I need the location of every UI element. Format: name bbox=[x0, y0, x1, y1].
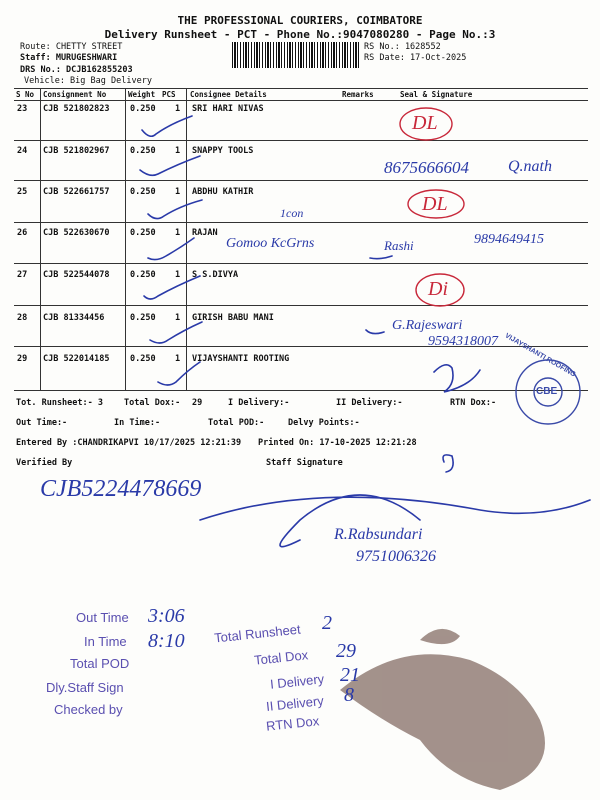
staff-signature-label: Staff Signature bbox=[266, 458, 343, 468]
row-consignee: RAJAN bbox=[192, 228, 218, 238]
tick-mark bbox=[140, 156, 200, 175]
row-pcs: 1 bbox=[175, 270, 181, 280]
tick-mark bbox=[148, 200, 202, 219]
total-dox-value: 29 bbox=[192, 398, 203, 408]
tick-mark bbox=[158, 362, 200, 385]
row-pcs: 1 bbox=[175, 187, 181, 197]
company-name: THE PROFESSIONAL COURIERS, COIMBATORE bbox=[177, 14, 423, 27]
entered-by: Entered By :CHANDRIKAPVI 10/17/2025 12:21:39 bbox=[16, 438, 242, 448]
row-weight: 0.250 bbox=[130, 146, 156, 156]
di-mark: Di bbox=[428, 278, 448, 300]
col-weight: Weight bbox=[128, 90, 156, 99]
row-pcs: 1 bbox=[175, 313, 181, 323]
row-sno: 27 bbox=[17, 270, 28, 280]
stamp-total-runsheet-value: 2 bbox=[322, 612, 332, 634]
stamp-total-dox: Total Dox bbox=[253, 647, 309, 668]
tick-mark bbox=[150, 322, 202, 343]
col-sno: S No bbox=[16, 90, 35, 99]
row-sno: 23 bbox=[17, 104, 28, 114]
row-consignee: VIJAYSHANTI ROOTING bbox=[192, 354, 290, 364]
dl-mark: DL bbox=[412, 112, 438, 134]
col-pcs: PCS bbox=[162, 90, 176, 99]
stamp-rtn-dox: RTN Dox bbox=[265, 713, 320, 734]
row-consignment: CJB 522014185 bbox=[43, 354, 110, 364]
seal-text: VIJAYSHANTI ROOFING bbox=[503, 332, 577, 379]
rs-number: RS No.: 1628552 bbox=[364, 42, 441, 52]
stamp-ii-delivery: II Delivery bbox=[265, 693, 325, 714]
tick-mark bbox=[144, 276, 200, 299]
name-handwritten: R.Rabsundari bbox=[334, 526, 423, 543]
row-consignee: SRI HARI NIVAS bbox=[192, 104, 264, 114]
signature-scrawl bbox=[434, 365, 480, 392]
row-consignee: GIRISH BABU MANI bbox=[192, 313, 274, 323]
row-pcs: 1 bbox=[175, 228, 181, 238]
name-handwritten: Rashi bbox=[384, 238, 414, 253]
stamp-i-delivery: I Delivery bbox=[269, 671, 325, 692]
row-consignment: CJB 522661757 bbox=[43, 187, 110, 197]
dash-mark bbox=[370, 256, 392, 259]
tick-mark bbox=[148, 238, 194, 260]
row-sno: 25 bbox=[17, 187, 28, 197]
row-pcs: 1 bbox=[175, 146, 181, 156]
total-runsheet: Tot. Runsheet:- 3 bbox=[16, 398, 103, 408]
row-consignment: CJB 521802967 bbox=[43, 146, 110, 156]
out-time: Out Time:- bbox=[16, 418, 68, 428]
name-handwritten: G.Rajeswari bbox=[392, 318, 463, 333]
row-sno: 29 bbox=[17, 354, 28, 364]
row-weight: 0.250 bbox=[130, 228, 156, 238]
row-weight: 0.250 bbox=[130, 270, 156, 280]
row-pcs: 1 bbox=[175, 104, 181, 114]
col-consignment: Consignment No bbox=[43, 90, 107, 99]
printed-on: Printed On: 17-10-2025 12:21:28 bbox=[258, 438, 417, 448]
staff: Staff: MURUGESHWARI bbox=[20, 53, 118, 63]
ink-smudge bbox=[420, 629, 460, 644]
stamp-out-time: Out Time bbox=[76, 610, 129, 625]
row-consignee: SNAPPY TOOLS bbox=[192, 146, 254, 156]
seal-center: CBE bbox=[536, 386, 558, 397]
stamp-dly-staff: Dly.Staff Sign bbox=[46, 680, 124, 695]
row-weight: 0.250 bbox=[130, 354, 156, 364]
note-handwritten: Gomoo KcGrns bbox=[226, 236, 315, 251]
phone-handwritten: 9594318007 bbox=[428, 334, 498, 349]
stamp-in-time-value: 8:10 bbox=[148, 630, 185, 652]
route: Route: CHETTY STREET bbox=[20, 42, 123, 52]
row-weight: 0.250 bbox=[130, 187, 156, 197]
stamp-in-time: In Time bbox=[84, 634, 127, 649]
row-consignment: CJB 522544078 bbox=[43, 270, 110, 280]
ink-smudge bbox=[340, 654, 545, 790]
col-consignee: Consignee Details bbox=[190, 90, 267, 99]
rtn-dox: RTN Dox:- bbox=[450, 398, 497, 408]
col-remarks: Remarks bbox=[342, 90, 374, 99]
stamp-total-dox-value: 29 bbox=[336, 640, 356, 662]
row-pcs: 1 bbox=[175, 354, 181, 364]
i-delivery: I Delivery:- bbox=[228, 398, 290, 408]
row-sno: 24 bbox=[17, 146, 28, 156]
phone-handwritten: 9751006326 bbox=[356, 548, 436, 565]
phone-handwritten: 8675666604 bbox=[384, 158, 469, 177]
row-weight: 0.250 bbox=[130, 104, 156, 114]
total-dox-label: Total Dox:- bbox=[124, 398, 181, 408]
drs-number: DRS No.: DCJB162855203 bbox=[20, 65, 133, 75]
vehicle: Vehicle: Big Bag Delivery bbox=[24, 76, 152, 86]
total-pod: Total POD:- bbox=[208, 418, 265, 428]
phone-handwritten: 9894649415 bbox=[474, 232, 544, 247]
row-weight: 0.250 bbox=[130, 313, 156, 323]
signature-scrawl bbox=[443, 455, 453, 472]
signature-line bbox=[200, 497, 590, 520]
col-seal: Seal & Signature bbox=[400, 90, 473, 99]
row-sno: 28 bbox=[17, 313, 28, 323]
runsheet-title: Delivery Runsheet - PCT - Phone No.:9047080280 - Page No.:3 bbox=[104, 28, 496, 41]
row-consignment: CJB 522630670 bbox=[43, 228, 110, 238]
stamp-total-pod: Total POD bbox=[70, 656, 130, 671]
delvy-points: Delvy Points:- bbox=[288, 418, 360, 428]
stamp-i-delivery-value: 21 bbox=[340, 664, 360, 686]
row-consignee: ABDHU KATHIR bbox=[192, 187, 254, 197]
row-consignment: CJB 521802823 bbox=[43, 104, 110, 114]
in-time: In Time:- bbox=[114, 418, 161, 428]
dl-mark: DL bbox=[422, 193, 448, 215]
verified-by: Verified By bbox=[16, 458, 73, 468]
row-sno: 26 bbox=[17, 228, 28, 238]
stamp-ii-delivery-value: 8 bbox=[344, 684, 354, 706]
tick-mark bbox=[142, 116, 192, 136]
note-handwritten: 1con bbox=[280, 206, 304, 220]
row-consignee: S.S.DIVYA bbox=[192, 270, 239, 280]
row-consignment: CJB 81334456 bbox=[43, 313, 105, 323]
cjb-handwritten: CJB5224478669 bbox=[40, 476, 202, 502]
arrow-mark bbox=[366, 330, 384, 334]
stamp-total-runsheet: Total Runsheet bbox=[213, 621, 302, 646]
stamp-checked-by: Checked by bbox=[54, 702, 123, 717]
signature-handwritten: Q.nath bbox=[508, 158, 552, 175]
stamp-out-time-value: 3:06 bbox=[148, 605, 185, 627]
ii-delivery: II Delivery:- bbox=[336, 398, 403, 408]
rs-date: RS Date: 17-Oct-2025 bbox=[364, 53, 467, 63]
